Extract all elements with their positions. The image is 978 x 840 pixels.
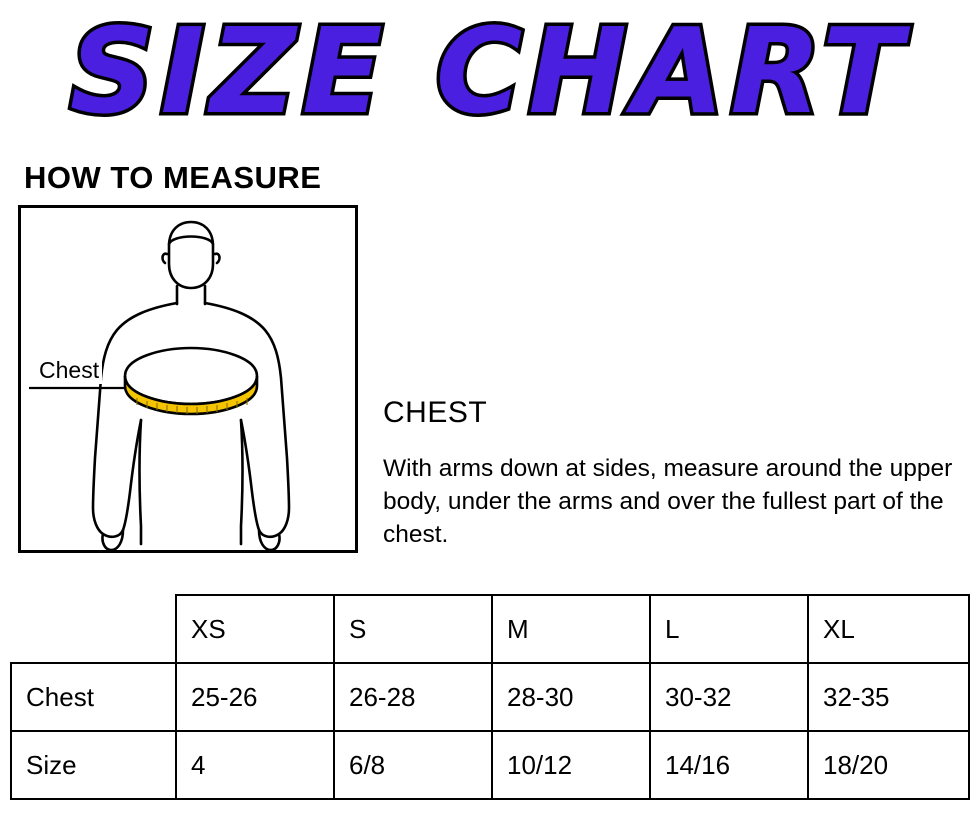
column-header-s: S [334, 595, 492, 663]
column-header-xs: XS [176, 595, 334, 663]
page-title: SIZE CHART [69, 2, 909, 140]
cell-chest-xl: 32-35 [808, 663, 969, 731]
cell-chest-m: 28-30 [492, 663, 650, 731]
column-header-xl: XL [808, 595, 969, 663]
row-label-size: Size [11, 731, 176, 799]
cell-chest-l: 30-32 [650, 663, 808, 731]
description-title: CHEST [383, 396, 488, 429]
table-row [11, 663, 969, 731]
cell-size-m: 10/12 [492, 731, 650, 799]
column-header-l: L [650, 595, 808, 663]
cell-chest-s: 26-28 [334, 663, 492, 731]
how-to-measure-heading: HOW TO MEASURE [24, 160, 322, 195]
cell-chest-xs: 25-26 [176, 663, 334, 731]
tape-measure-icon [125, 348, 257, 414]
cell-size-xs: 4 [176, 731, 334, 799]
cell-size-l: 14/16 [650, 731, 808, 799]
table-row [11, 731, 969, 799]
chest-figure-label: Chest [36, 357, 102, 384]
row-label-chest: Chest [11, 663, 176, 731]
cell-size-xl: 18/20 [808, 731, 969, 799]
cell-size-s: 6/8 [334, 731, 492, 799]
column-header-m: M [492, 595, 650, 663]
description-body: With arms down at sides, measure around the upper body, under the arms and over the fullest part of the chest. [383, 455, 953, 548]
table-header-row [11, 595, 969, 663]
size-chart-table [10, 594, 970, 800]
table-corner-cell [11, 595, 176, 663]
